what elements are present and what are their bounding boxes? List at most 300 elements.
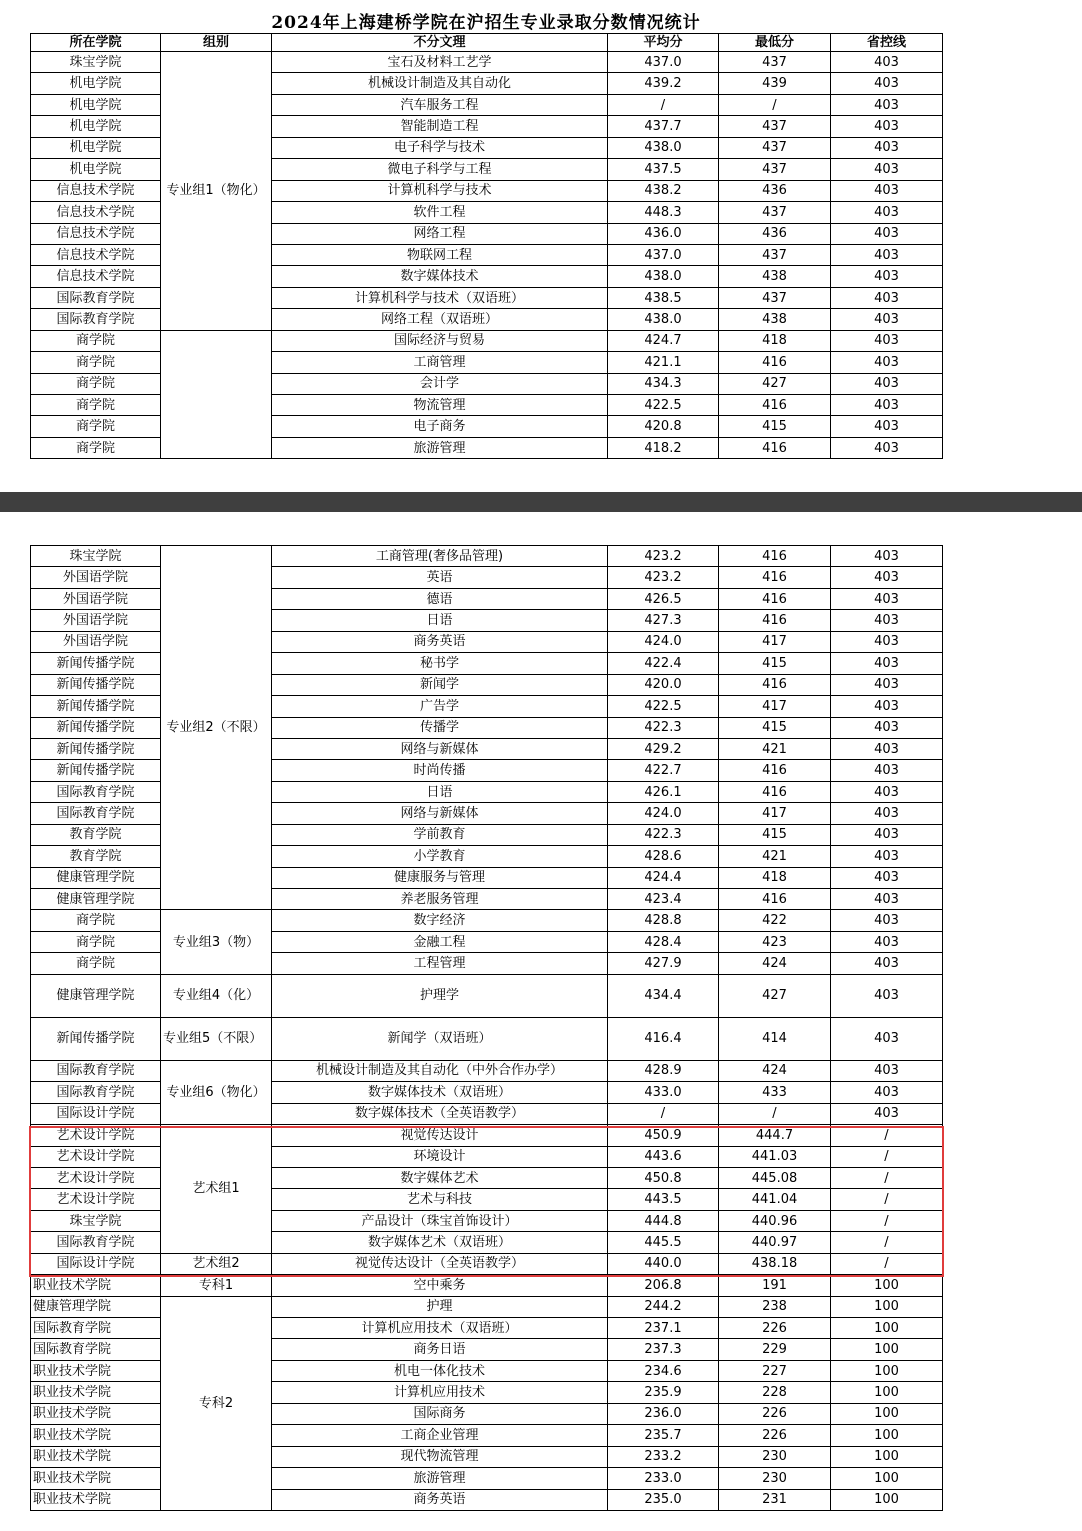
control-line-cell: 403	[831, 846, 943, 867]
average-score-cell: 420.0	[608, 674, 719, 695]
average-score-cell: 443.6	[608, 1146, 719, 1167]
table-row	[31, 330, 943, 351]
control-line-cell: 100	[831, 1339, 943, 1360]
control-line-cell: 403	[831, 416, 943, 437]
minimum-score-cell: 424	[719, 953, 831, 974]
average-score-cell: 424.0	[608, 803, 719, 824]
minimum-score-cell: 417	[719, 631, 831, 652]
minimum-score-cell: 437	[719, 137, 831, 158]
control-line-cell: 100	[831, 1360, 943, 1381]
average-score-cell: 422.4	[608, 653, 719, 674]
table-row	[31, 974, 943, 1017]
college-cell: 国际设计学院	[31, 1103, 161, 1124]
major-cell: 护理	[272, 1296, 608, 1317]
minimum-score-cell: 440.97	[719, 1232, 831, 1253]
control-line-cell: /	[831, 1167, 943, 1188]
college-cell: 艺术设计学院	[31, 1125, 161, 1146]
average-score-cell: 235.0	[608, 1489, 719, 1510]
control-line-cell: 403	[831, 546, 943, 567]
control-line-cell: 403	[831, 931, 943, 952]
minimum-score-cell: 445.08	[719, 1167, 831, 1188]
page-divider	[0, 492, 1082, 512]
minimum-score-cell: 444.7	[719, 1125, 831, 1146]
college-cell: 新闻传播学院	[31, 760, 161, 781]
average-score-cell: 427.3	[608, 610, 719, 631]
major-cell: 数字媒体技术（双语班）	[272, 1082, 608, 1103]
college-cell: 新闻传播学院	[31, 696, 161, 717]
average-score-cell: 233.0	[608, 1468, 719, 1489]
average-score-cell: 443.5	[608, 1189, 719, 1210]
column-header: 不分文理	[272, 34, 608, 52]
college-cell: 信息技术学院	[31, 202, 161, 223]
group-cell: 专科1	[161, 1275, 272, 1296]
control-line-cell: 100	[831, 1275, 943, 1296]
major-cell: 产品设计（珠宝首饰设计）	[272, 1210, 608, 1231]
minimum-score-cell: 437	[719, 52, 831, 73]
table-row	[31, 910, 943, 931]
major-cell: 机械设计制造及其自动化（中外合作办学）	[272, 1060, 608, 1081]
major-cell: 旅游管理	[272, 437, 608, 458]
average-score-cell: 234.6	[608, 1360, 719, 1381]
college-cell: 国际教育学院	[31, 1060, 161, 1081]
minimum-score-cell: 191	[719, 1275, 831, 1296]
major-cell: 计算机科学与技术	[272, 180, 608, 201]
major-cell: 物流管理	[272, 395, 608, 416]
average-score-cell: 423.2	[608, 546, 719, 567]
college-cell: 健康管理学院	[31, 867, 161, 888]
minimum-score-cell: 436	[719, 180, 831, 201]
control-line-cell: 403	[831, 653, 943, 674]
college-cell: 艺术设计学院	[31, 1189, 161, 1210]
minimum-score-cell: 415	[719, 416, 831, 437]
minimum-score-cell: 416	[719, 588, 831, 609]
minimum-score-cell: 421	[719, 738, 831, 759]
college-cell: 珠宝学院	[31, 52, 161, 73]
average-score-cell: 428.9	[608, 1060, 719, 1081]
minimum-score-cell: 416	[719, 760, 831, 781]
major-cell: 机电一体化技术	[272, 1360, 608, 1381]
control-line-cell: 100	[831, 1489, 943, 1510]
major-cell: 软件工程	[272, 202, 608, 223]
major-cell: 金融工程	[272, 931, 608, 952]
major-cell: 网络工程（双语班）	[272, 309, 608, 330]
minimum-score-cell: 416	[719, 610, 831, 631]
college-cell: 新闻传播学院	[31, 738, 161, 759]
major-cell: 会计学	[272, 373, 608, 394]
control-line-cell: 403	[831, 137, 943, 158]
average-score-cell: 445.5	[608, 1232, 719, 1253]
college-cell: 信息技术学院	[31, 244, 161, 265]
control-line-cell: 403	[831, 395, 943, 416]
college-cell: 职业技术学院	[31, 1382, 161, 1403]
score-table-top	[30, 33, 943, 459]
average-score-cell: 420.8	[608, 416, 719, 437]
average-score-cell: 438.5	[608, 287, 719, 308]
control-line-cell: 403	[831, 738, 943, 759]
average-score-cell: 236.0	[608, 1403, 719, 1424]
college-cell: 外国语学院	[31, 631, 161, 652]
control-line-cell: 100	[831, 1446, 943, 1467]
major-cell: 健康服务与管理	[272, 867, 608, 888]
control-line-cell: 403	[831, 309, 943, 330]
control-line-cell: 403	[831, 824, 943, 845]
group-cell: 专业组2（不限）	[161, 546, 272, 910]
minimum-score-cell: 439	[719, 73, 831, 94]
group-cell: 专业组3（物）	[161, 910, 272, 974]
minimum-score-cell: 441.04	[719, 1189, 831, 1210]
average-score-cell: 428.6	[608, 846, 719, 867]
control-line-cell: 100	[831, 1296, 943, 1317]
average-score-cell: 438.0	[608, 266, 719, 287]
control-line-cell: 403	[831, 94, 943, 115]
minimum-score-cell: 230	[719, 1446, 831, 1467]
control-line-cell: 403	[831, 73, 943, 94]
average-score-cell: 206.8	[608, 1275, 719, 1296]
major-cell: 旅游管理	[272, 1468, 608, 1489]
control-line-cell: /	[831, 1210, 943, 1231]
average-score-cell: 426.5	[608, 588, 719, 609]
college-cell: 健康管理学院	[31, 889, 161, 910]
major-cell: 数字媒体技术	[272, 266, 608, 287]
control-line-cell: 403	[831, 760, 943, 781]
minimum-score-cell: 417	[719, 696, 831, 717]
major-cell: 小学教育	[272, 846, 608, 867]
minimum-score-cell: 433	[719, 1082, 831, 1103]
minimum-score-cell: 427	[719, 373, 831, 394]
minimum-score-cell: 416	[719, 674, 831, 695]
major-cell: 学前教育	[272, 824, 608, 845]
control-line-cell: 403	[831, 266, 943, 287]
major-cell: 时尚传播	[272, 760, 608, 781]
major-cell: 商务英语	[272, 631, 608, 652]
control-line-cell: 403	[831, 373, 943, 394]
minimum-score-cell: 418	[719, 867, 831, 888]
average-score-cell: 422.5	[608, 395, 719, 416]
control-line-cell: 403	[831, 567, 943, 588]
column-header: 最低分	[719, 34, 831, 52]
minimum-score-cell: 231	[719, 1489, 831, 1510]
minimum-score-cell: 416	[719, 352, 831, 373]
minimum-score-cell: 441.03	[719, 1146, 831, 1167]
college-cell: 外国语学院	[31, 588, 161, 609]
college-cell: 商学院	[31, 416, 161, 437]
major-cell: 数字媒体技术（全英语教学）	[272, 1103, 608, 1124]
college-cell: 健康管理学院	[31, 1296, 161, 1317]
average-score-cell: 434.3	[608, 373, 719, 394]
major-cell: 商务日语	[272, 1339, 608, 1360]
college-cell: 职业技术学院	[31, 1275, 161, 1296]
college-cell: 信息技术学院	[31, 223, 161, 244]
table-row	[31, 1125, 943, 1146]
control-line-cell: 100	[831, 1382, 943, 1403]
group-cell: 专业组4（化）	[161, 974, 272, 1017]
college-cell: 外国语学院	[31, 567, 161, 588]
college-cell: 机电学院	[31, 116, 161, 137]
minimum-score-cell: 437	[719, 116, 831, 137]
minimum-score-cell: 226	[719, 1425, 831, 1446]
major-cell: 空中乘务	[272, 1275, 608, 1296]
average-score-cell: 450.8	[608, 1167, 719, 1188]
major-cell: 工商管理(奢侈品管理)	[272, 546, 608, 567]
average-score-cell: 235.9	[608, 1382, 719, 1403]
average-score-cell: /	[608, 1103, 719, 1124]
minimum-score-cell: 416	[719, 889, 831, 910]
average-score-cell: 440.0	[608, 1253, 719, 1274]
group-cell	[161, 330, 272, 459]
control-line-cell: 403	[831, 781, 943, 802]
minimum-score-cell: 415	[719, 717, 831, 738]
group-cell: 专业组6（物化）	[161, 1060, 272, 1124]
minimum-score-cell: /	[719, 1103, 831, 1124]
control-line-cell: 403	[831, 696, 943, 717]
major-cell: 广告学	[272, 696, 608, 717]
college-cell: 国际教育学院	[31, 287, 161, 308]
average-score-cell: 450.9	[608, 1125, 719, 1146]
major-cell: 视觉传达设计（全英语教学）	[272, 1253, 608, 1274]
minimum-score-cell: 437	[719, 202, 831, 223]
control-line-cell: 403	[831, 889, 943, 910]
major-cell: 网络与新媒体	[272, 803, 608, 824]
major-cell: 宝石及材料工艺学	[272, 52, 608, 73]
major-cell: 国际经济与贸易	[272, 330, 608, 351]
control-line-cell: 403	[831, 223, 943, 244]
college-cell: 职业技术学院	[31, 1446, 161, 1467]
control-line-cell: 100	[831, 1425, 943, 1446]
college-cell: 艺术设计学院	[31, 1167, 161, 1188]
average-score-cell: /	[608, 94, 719, 115]
control-line-cell: 403	[831, 180, 943, 201]
average-score-cell: 235.7	[608, 1425, 719, 1446]
control-line-cell: 403	[831, 610, 943, 631]
college-cell: 健康管理学院	[31, 974, 161, 1017]
average-score-cell: 422.5	[608, 696, 719, 717]
control-line-cell: 403	[831, 1103, 943, 1124]
control-line-cell: 100	[831, 1318, 943, 1339]
major-cell: 护理学	[272, 974, 608, 1017]
major-cell: 工程管理	[272, 953, 608, 974]
college-cell: 信息技术学院	[31, 180, 161, 201]
average-score-cell: 444.8	[608, 1210, 719, 1231]
college-cell: 机电学院	[31, 137, 161, 158]
table-row	[31, 546, 943, 567]
major-cell: 新闻学（双语班）	[272, 1017, 608, 1060]
minimum-score-cell: 421	[719, 846, 831, 867]
average-score-cell: 429.2	[608, 738, 719, 759]
control-line-cell: 403	[831, 1017, 943, 1060]
control-line-cell: 403	[831, 867, 943, 888]
minimum-score-cell: 229	[719, 1339, 831, 1360]
average-score-cell: 428.4	[608, 931, 719, 952]
control-line-cell: 403	[831, 674, 943, 695]
control-line-cell: 403	[831, 330, 943, 351]
minimum-score-cell: 422	[719, 910, 831, 931]
major-cell: 电子商务	[272, 416, 608, 437]
average-score-cell: 439.2	[608, 73, 719, 94]
major-cell: 计算机科学与技术（双语班）	[272, 287, 608, 308]
major-cell: 环境设计	[272, 1146, 608, 1167]
control-line-cell: 403	[831, 717, 943, 738]
major-cell: 工商管理	[272, 352, 608, 373]
minimum-score-cell: 427	[719, 974, 831, 1017]
average-score-cell: 422.7	[608, 760, 719, 781]
minimum-score-cell: 415	[719, 653, 831, 674]
major-cell: 养老服务管理	[272, 889, 608, 910]
minimum-score-cell: 415	[719, 824, 831, 845]
group-cell: 艺术组2	[161, 1253, 272, 1274]
control-line-cell: /	[831, 1253, 943, 1274]
college-cell: 新闻传播学院	[31, 1017, 161, 1060]
average-score-cell: 438.0	[608, 137, 719, 158]
college-cell: 机电学院	[31, 94, 161, 115]
college-cell: 商学院	[31, 395, 161, 416]
major-cell: 英语	[272, 567, 608, 588]
average-score-cell: 438.2	[608, 180, 719, 201]
major-cell: 传播学	[272, 717, 608, 738]
minimum-score-cell: 416	[719, 437, 831, 458]
average-score-cell: 424.0	[608, 631, 719, 652]
control-line-cell: /	[831, 1189, 943, 1210]
major-cell: 物联网工程	[272, 244, 608, 265]
college-cell: 商学院	[31, 437, 161, 458]
minimum-score-cell: 230	[719, 1468, 831, 1489]
table-row	[31, 1253, 943, 1274]
college-cell: 商学院	[31, 373, 161, 394]
college-cell: 商学院	[31, 953, 161, 974]
average-score-cell: 421.1	[608, 352, 719, 373]
minimum-score-cell: 436	[719, 223, 831, 244]
minimum-score-cell: 416	[719, 567, 831, 588]
control-line-cell: /	[831, 1125, 943, 1146]
major-cell: 工商企业管理	[272, 1425, 608, 1446]
control-line-cell: 403	[831, 287, 943, 308]
college-cell: 教育学院	[31, 824, 161, 845]
control-line-cell: 403	[831, 437, 943, 458]
college-cell: 艺术设计学院	[31, 1146, 161, 1167]
header-row	[31, 34, 943, 52]
average-score-cell: 436.0	[608, 223, 719, 244]
minimum-score-cell: 228	[719, 1382, 831, 1403]
college-cell: 机电学院	[31, 159, 161, 180]
minimum-score-cell: 416	[719, 546, 831, 567]
minimum-score-cell: 437	[719, 287, 831, 308]
minimum-score-cell: 423	[719, 931, 831, 952]
control-line-cell: 403	[831, 244, 943, 265]
college-cell: 新闻传播学院	[31, 717, 161, 738]
control-line-cell: 403	[831, 1060, 943, 1081]
minimum-score-cell: 438.18	[719, 1253, 831, 1274]
major-cell: 德语	[272, 588, 608, 609]
minimum-score-cell: 440.96	[719, 1210, 831, 1231]
major-cell: 机械设计制造及其自动化	[272, 73, 608, 94]
college-cell: 新闻传播学院	[31, 674, 161, 695]
major-cell: 商务英语	[272, 1489, 608, 1510]
average-score-cell: 244.2	[608, 1296, 719, 1317]
minimum-score-cell: 418	[719, 330, 831, 351]
major-cell: 数字媒体艺术	[272, 1167, 608, 1188]
college-cell: 珠宝学院	[31, 1210, 161, 1231]
average-score-cell: 438.0	[608, 309, 719, 330]
average-score-cell: 422.3	[608, 717, 719, 738]
major-cell: 数字经济	[272, 910, 608, 931]
page-title: 2024年上海建桥学院在沪招生专业录取分数情况统计	[271, 13, 701, 33]
college-cell: 职业技术学院	[31, 1468, 161, 1489]
column-header: 组别	[161, 34, 272, 52]
college-cell: 珠宝学院	[31, 546, 161, 567]
college-cell: 国际教育学院	[31, 1082, 161, 1103]
minimum-score-cell: 437	[719, 159, 831, 180]
major-cell: 智能制造工程	[272, 116, 608, 137]
college-cell: 国际设计学院	[31, 1253, 161, 1274]
average-score-cell: 434.4	[608, 974, 719, 1017]
minimum-score-cell: 416	[719, 395, 831, 416]
major-cell: 新闻学	[272, 674, 608, 695]
major-cell: 艺术与科技	[272, 1189, 608, 1210]
minimum-score-cell: 414	[719, 1017, 831, 1060]
major-cell: 国际商务	[272, 1403, 608, 1424]
college-cell: 国际教育学院	[31, 1318, 161, 1339]
control-line-cell: 403	[831, 974, 943, 1017]
major-cell: 网络工程	[272, 223, 608, 244]
college-cell: 国际教育学院	[31, 309, 161, 330]
minimum-score-cell: 227	[719, 1360, 831, 1381]
college-cell: 国际教育学院	[31, 781, 161, 802]
average-score-cell: 233.2	[608, 1446, 719, 1467]
college-cell: 国际教育学院	[31, 803, 161, 824]
average-score-cell: 423.4	[608, 889, 719, 910]
minimum-score-cell: 226	[719, 1318, 831, 1339]
average-score-cell: 237.3	[608, 1339, 719, 1360]
control-line-cell: 403	[831, 352, 943, 373]
average-score-cell: 437.0	[608, 52, 719, 73]
college-cell: 职业技术学院	[31, 1360, 161, 1381]
table-row	[31, 1017, 943, 1060]
average-score-cell: 424.7	[608, 330, 719, 351]
control-line-cell: 403	[831, 910, 943, 931]
average-score-cell: 416.4	[608, 1017, 719, 1060]
college-cell: 商学院	[31, 330, 161, 351]
average-score-cell: 448.3	[608, 202, 719, 223]
control-line-cell: 403	[831, 1082, 943, 1103]
college-cell: 机电学院	[31, 73, 161, 94]
average-score-cell: 427.9	[608, 953, 719, 974]
average-score-cell: 422.3	[608, 824, 719, 845]
control-line-cell: 403	[831, 588, 943, 609]
major-cell: 日语	[272, 610, 608, 631]
group-cell: 专业组1（物化）	[161, 52, 272, 331]
major-cell: 网络与新媒体	[272, 738, 608, 759]
table-row	[31, 1060, 943, 1081]
college-cell: 商学院	[31, 910, 161, 931]
control-line-cell: /	[831, 1146, 943, 1167]
major-cell: 日语	[272, 781, 608, 802]
major-cell: 电子科学与技术	[272, 137, 608, 158]
college-cell: 职业技术学院	[31, 1403, 161, 1424]
major-cell: 计算机应用技术（双语班）	[272, 1318, 608, 1339]
average-score-cell: 433.0	[608, 1082, 719, 1103]
college-cell: 商学院	[31, 931, 161, 952]
average-score-cell: 437.7	[608, 116, 719, 137]
average-score-cell: 237.1	[608, 1318, 719, 1339]
control-line-cell: 403	[831, 953, 943, 974]
college-cell: 外国语学院	[31, 610, 161, 631]
average-score-cell: 437.0	[608, 244, 719, 265]
minimum-score-cell: 226	[719, 1403, 831, 1424]
minimum-score-cell: /	[719, 94, 831, 115]
average-score-cell: 418.2	[608, 437, 719, 458]
control-line-cell: 403	[831, 52, 943, 73]
major-cell: 视觉传达设计	[272, 1125, 608, 1146]
control-line-cell: /	[831, 1232, 943, 1253]
